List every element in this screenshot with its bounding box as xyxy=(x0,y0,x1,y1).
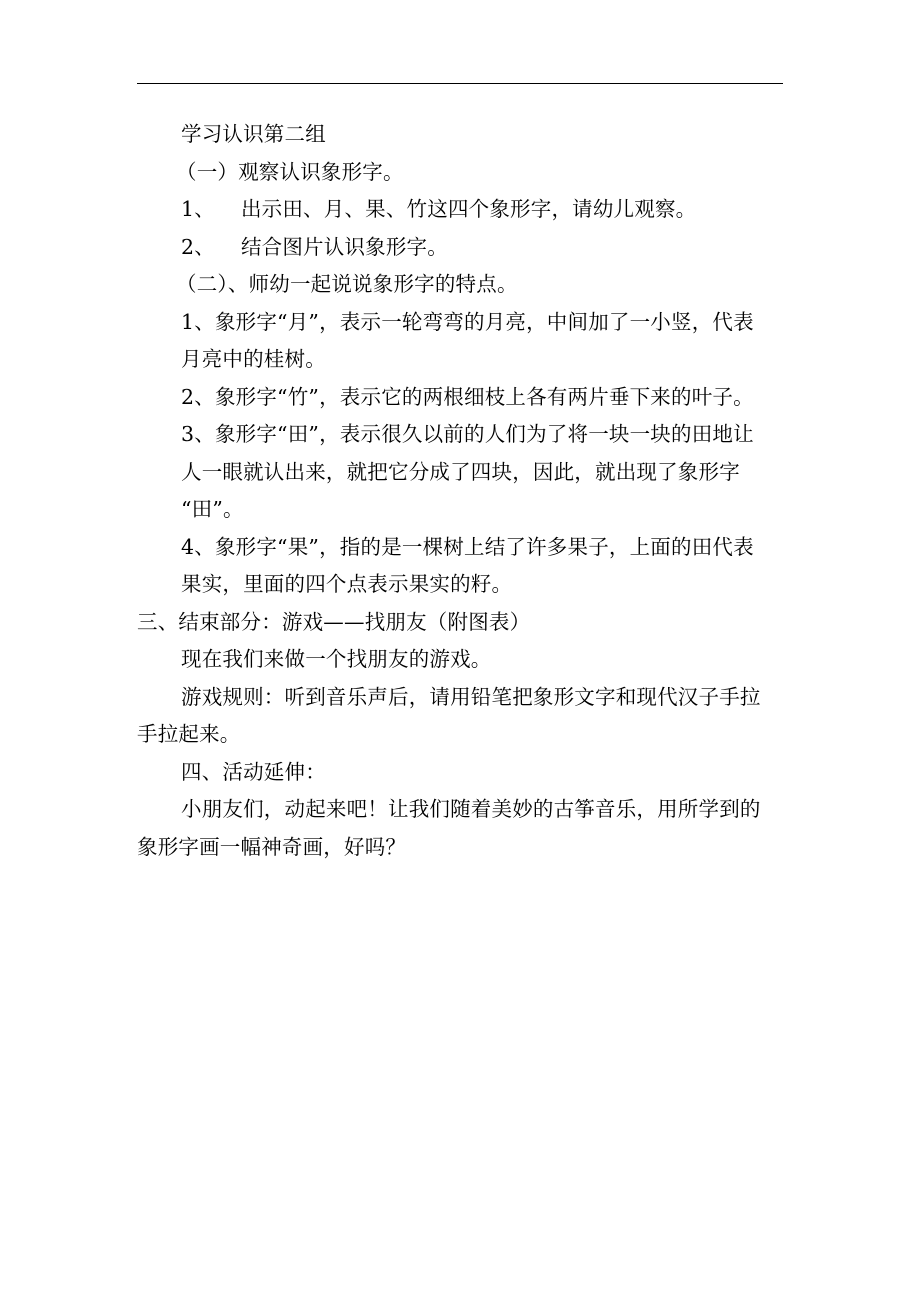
list-text: 结合图片认识象形字。 xyxy=(240,234,448,259)
paragraph-line: 现在我们来做一个找朋友的游戏。 xyxy=(181,647,492,671)
header-rule xyxy=(137,83,783,84)
document-body xyxy=(137,116,797,866)
paragraph-line: 月亮中的桂树。 xyxy=(181,347,326,371)
paragraph-line: 象形字画一幅神奇画，好吗？ xyxy=(137,834,407,859)
list-item xyxy=(137,191,797,229)
subsection-heading: （一）观察认识象形字。 xyxy=(176,159,404,184)
subsection-heading: （二）、师幼一起说说象形字的特点。 xyxy=(176,272,518,296)
list-number: 2、 xyxy=(181,234,215,259)
section-heading: 四、活动延伸： xyxy=(181,759,326,784)
paragraph-line: 1、象形字“月”，表示一轮弯弯的月亮，中间加了一小竖，代表 xyxy=(181,309,754,334)
list-item xyxy=(137,229,797,267)
list-number: 1、 xyxy=(181,197,215,221)
section-heading: 学习认识第二组 xyxy=(181,122,326,146)
paragraph-line: 小朋友们，动起来吧！让我们随着美妙的古筝音乐，用所学到的 xyxy=(181,797,761,821)
paragraph-line: 人一眼就认出来，就把它分成了四块，因此，就出现了象形字 xyxy=(181,459,740,484)
paragraph-line: 4、象形字“果”，指的是一棵树上结了许多果子，上面的田代表 xyxy=(181,534,754,559)
paragraph-line: 果实，里面的四个点表示果实的籽。 xyxy=(181,572,513,596)
section-heading: 三、结束部分：游戏——找朋友（附图表） xyxy=(137,609,531,634)
paragraph-line: 3、象形字“田”，表示很久以前的人们为了将一块一块的田地让 xyxy=(181,422,754,446)
paragraph-line: 游戏规则：听到音乐声后，请用铅笔把象形文字和现代汉子手拉 xyxy=(181,684,761,709)
paragraph-line: 手拉起来。 xyxy=(137,722,241,746)
paragraph-line: 2、象形字“竹”，表示它的两根细枝上各有两片垂下来的叶子。 xyxy=(181,384,754,409)
paragraph-line: “田”。 xyxy=(181,497,244,521)
list-text: 出示田、月、果、竹这四个象形字，请幼儿观察。 xyxy=(240,197,697,221)
